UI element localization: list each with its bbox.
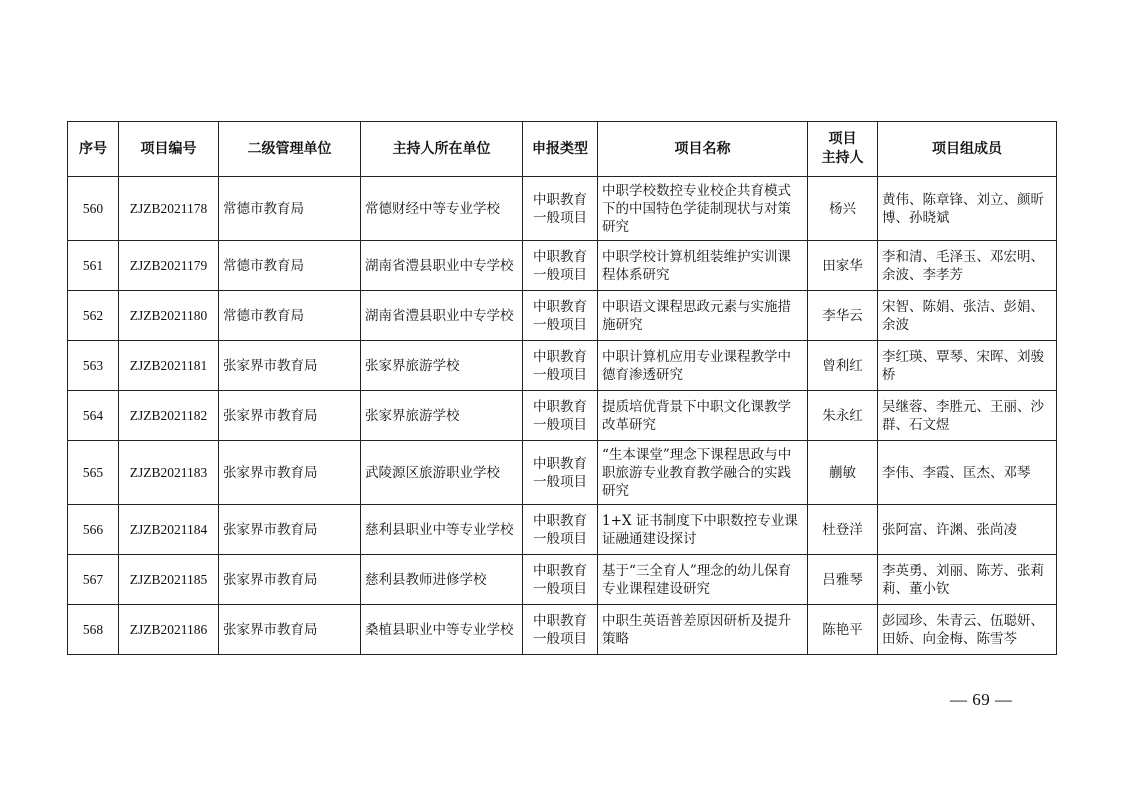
cell-code: ZJZB2021182 (119, 391, 219, 441)
header-members: 项目组成员 (878, 122, 1057, 177)
cell-members: 李伟、李霞、匡杰、邓琴 (878, 441, 1057, 505)
cell-project-name: “生本课堂”理念下课程思政与中职旅游专业教育教学融合的实践研究 (598, 441, 808, 505)
cell-manager: 张家界市教育局 (219, 441, 361, 505)
cell-host: 杜登洋 (808, 505, 878, 555)
cell-host: 陈艳平 (808, 605, 878, 655)
table-row (68, 241, 1057, 291)
cell-code: ZJZB2021183 (119, 441, 219, 505)
cell-no: 564 (68, 391, 119, 441)
cell-project-name: 中职学校计算机组装维护实训课程体系研究 (598, 241, 808, 291)
header-code: 项目编号 (119, 122, 219, 177)
cell-type: 中职教育一般项目 (523, 505, 598, 555)
cell-unit: 湖南省澧县职业中专学校 (361, 291, 523, 341)
cell-type: 中职教育一般项目 (523, 177, 598, 241)
table-row (68, 505, 1057, 555)
table-row (68, 177, 1057, 241)
cell-code: ZJZB2021184 (119, 505, 219, 555)
cell-project-name: 中职语文课程思政元素与实施措施研究 (598, 291, 808, 341)
cell-code: ZJZB2021180 (119, 291, 219, 341)
project-table (67, 121, 1057, 655)
cell-type: 中职教育一般项目 (523, 605, 598, 655)
cell-type: 中职教育一般项目 (523, 341, 598, 391)
cell-unit: 张家界旅游学校 (361, 341, 523, 391)
cell-host: 曾利红 (808, 341, 878, 391)
cell-manager: 常德市教育局 (219, 241, 361, 291)
cell-unit: 武陵源区旅游职业学校 (361, 441, 523, 505)
header-host: 项目 主持人 (808, 122, 878, 177)
cell-type: 中职教育一般项目 (523, 391, 598, 441)
cell-members: 黄伟、陈章锋、刘立、颜昕博、孙晓斌 (878, 177, 1057, 241)
cell-members: 彭园珍、朱青云、伍聪妍、田娇、向金梅、陈雪芩 (878, 605, 1057, 655)
cell-type: 中职教育一般项目 (523, 555, 598, 605)
cell-project-name: 提质培优背景下中职文化课教学改革研究 (598, 391, 808, 441)
cell-manager: 常德市教育局 (219, 177, 361, 241)
cell-code: ZJZB2021179 (119, 241, 219, 291)
header-type: 申报类型 (523, 122, 598, 177)
cell-host: 李华云 (808, 291, 878, 341)
cell-type: 中职教育一般项目 (523, 441, 598, 505)
cell-type: 中职教育一般项目 (523, 241, 598, 291)
header-unit: 主持人所在单位 (361, 122, 523, 177)
cell-unit: 桑植县职业中等专业学校 (361, 605, 523, 655)
cell-no: 560 (68, 177, 119, 241)
cell-code: ZJZB2021185 (119, 555, 219, 605)
table-row (68, 341, 1057, 391)
cell-project-name: 中职学校数控专业校企共育模式下的中国特色学徒制现状与对策研究 (598, 177, 808, 241)
cell-manager: 张家界市教育局 (219, 555, 361, 605)
cell-manager: 张家界市教育局 (219, 391, 361, 441)
cell-manager: 常德市教育局 (219, 291, 361, 341)
cell-members: 吴继蓉、李胜元、王丽、沙群、石文煜 (878, 391, 1057, 441)
cell-no: 568 (68, 605, 119, 655)
table-row (68, 391, 1057, 441)
cell-project-name: 基于“三全育人”理念的幼儿保育专业课程建设研究 (598, 555, 808, 605)
cell-code: ZJZB2021186 (119, 605, 219, 655)
header-name: 项目名称 (598, 122, 808, 177)
cell-host: 朱永红 (808, 391, 878, 441)
cell-type: 中职教育一般项目 (523, 291, 598, 341)
page-number: — 69 — (950, 690, 1013, 709)
cell-members: 李英勇、刘丽、陈芳、张莉莉、董小钦 (878, 555, 1057, 605)
cell-no: 563 (68, 341, 119, 391)
table-row (68, 555, 1057, 605)
cell-no: 567 (68, 555, 119, 605)
cell-unit: 湖南省澧县职业中专学校 (361, 241, 523, 291)
cell-members: 张阿富、许渊、张尚凌 (878, 505, 1057, 555)
cell-code: ZJZB2021181 (119, 341, 219, 391)
cell-no: 565 (68, 441, 119, 505)
cell-manager: 张家界市教育局 (219, 341, 361, 391)
cell-unit: 慈利县职业中等专业学校 (361, 505, 523, 555)
cell-unit: 张家界旅游学校 (361, 391, 523, 441)
cell-members: 宋智、陈娟、张洁、彭娟、余波 (878, 291, 1057, 341)
cell-project-name: 中职生英语普差原因研析及提升策略 (598, 605, 808, 655)
cell-manager: 张家界市教育局 (219, 605, 361, 655)
table-row (68, 291, 1057, 341)
cell-manager: 张家界市教育局 (219, 505, 361, 555)
cell-no: 562 (68, 291, 119, 341)
header-row (68, 122, 1057, 177)
header-no: 序号 (68, 122, 119, 177)
cell-project-name: 1+X 证书制度下中职数控专业课证融通建设探讨 (598, 505, 808, 555)
cell-unit: 常德财经中等专业学校 (361, 177, 523, 241)
cell-project-name: 中职计算机应用专业课程教学中德育渗透研究 (598, 341, 808, 391)
table-row (68, 441, 1057, 505)
cell-host: 吕雅琴 (808, 555, 878, 605)
cell-host: 蒯敏 (808, 441, 878, 505)
cell-code: ZJZB2021178 (119, 177, 219, 241)
cell-host: 田家华 (808, 241, 878, 291)
table-row (68, 605, 1057, 655)
cell-no: 561 (68, 241, 119, 291)
cell-host: 杨兴 (808, 177, 878, 241)
header-manager: 二级管理单位 (219, 122, 361, 177)
cell-no: 566 (68, 505, 119, 555)
cell-members: 李红瑛、覃琴、宋晖、刘骏桥 (878, 341, 1057, 391)
cell-members: 李和清、毛泽玉、邓宏明、余波、李孝芳 (878, 241, 1057, 291)
cell-unit: 慈利县教师进修学校 (361, 555, 523, 605)
